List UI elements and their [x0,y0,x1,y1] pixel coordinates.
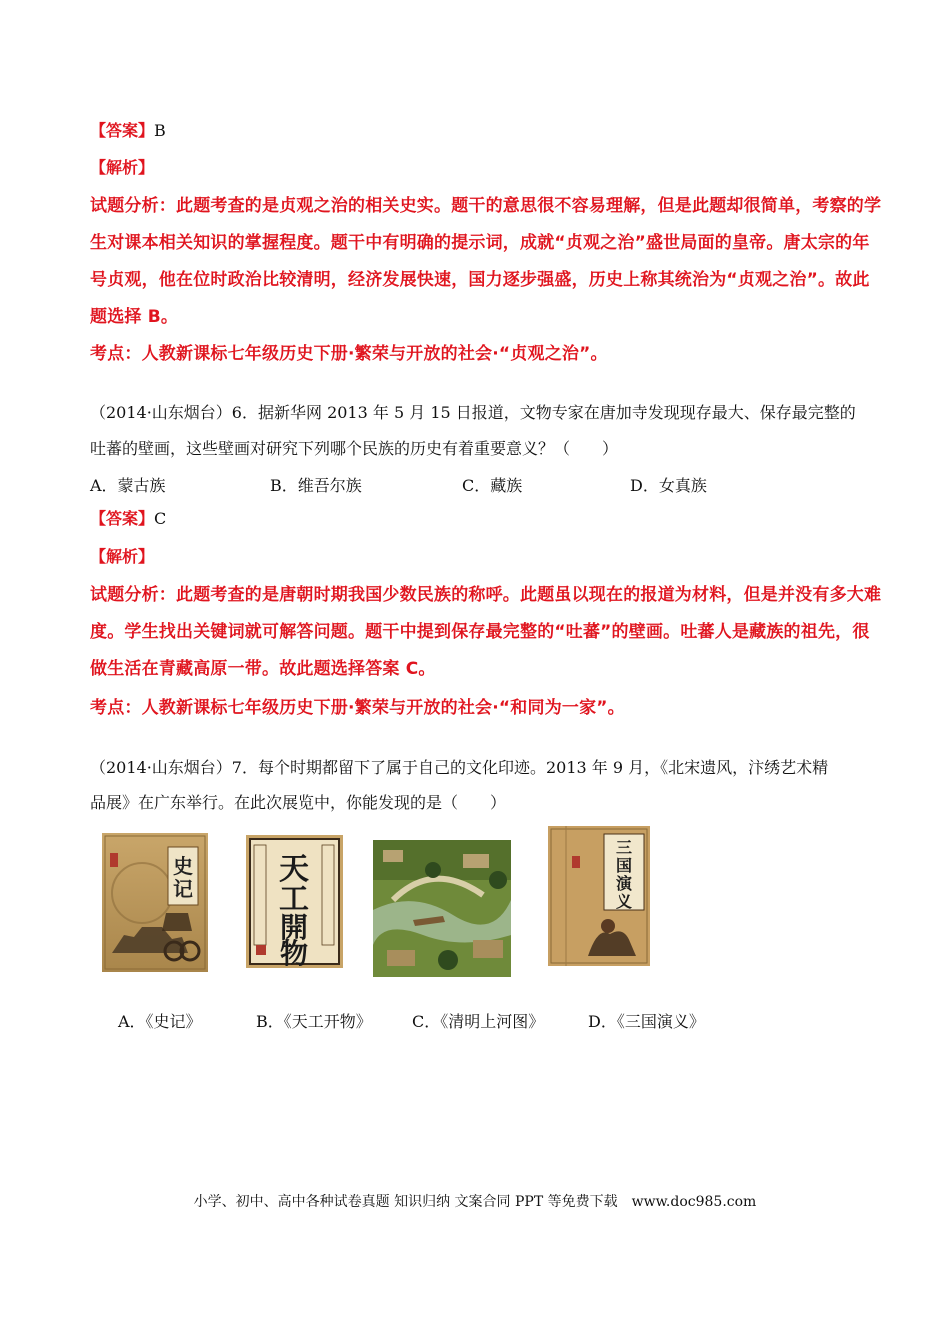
question-stem: 品展》在广东举行。在此次展览中，你能发现的是（ ） [90,793,507,812]
analysis-line: 试题分析：此题考查的是唐朝时期我国少数民族的称呼。此题虽以现在的报道为材料，但是并没有多大难 [90,585,882,605]
question-stem: 吐蕃的壁画，这些壁画对研究下列哪个民族的历史有着重要意义？（ ） [90,439,619,458]
option-d: D．女真族 [630,476,707,495]
book-title-char: 開 [279,911,309,944]
painting-qingming-image [373,840,511,977]
book-title-char: 义 [615,892,633,911]
option-a: A．蒙古族 [90,476,166,495]
page-footer: 小学、初中、高中各种试卷真题 知识归纳 文案合同 PPT 等免费下载 www.doc985.com [193,1194,757,1210]
analysis-line: 生对课本相关知识的掌握程度。题干中有明确的提示词，成就“贞观之治”盛世局面的皇帝。唐太宗的年 [90,233,870,253]
book-cover-shiji-image [102,833,208,972]
painting-qingming-icon [373,840,511,977]
book-cover-tiangong-image [246,835,343,968]
answer-line [90,508,166,530]
analysis-tag: 【解析】 [90,158,155,177]
option-c: C．藏族 [462,476,523,495]
option-b: B．《天工开物》 [256,1012,372,1031]
answer-tag: 【答案】 [90,121,155,140]
kaodian-line: 考点：人教新课标七年级历史下册·繁荣与开放的社会·“和同为一家”。 [90,698,625,718]
book-title-char: 史 [173,854,193,878]
option-a: A．《史记》 [118,1012,202,1031]
analysis-line: 做生活在青藏高原一带。故此题选择答案 C。 [90,659,436,679]
answer-value: C [154,509,167,528]
answer-value: B [154,121,166,140]
question-stem: （2014·山东烟台）6．据新华网 2013 年 5 月 15 日报道，文物专家在唐加寺发现现存最大、保存最完整的 [90,403,856,422]
book-title-char: 演 [615,874,633,893]
answer-tag: 【答案】 [90,509,155,528]
book-title-char: 国 [615,856,633,875]
book-title-char: 物 [279,937,309,968]
analysis-tag: 【解析】 [90,547,155,566]
option-d: D．《三国演义》 [588,1012,705,1031]
option-b: B．维吾尔族 [270,476,362,495]
analysis-line: 号贞观，他在位时政治比较清明，经济发展快速，国力逐步强盛，历史上称其统治为“贞观之治”。故此 [90,270,870,290]
book-cover-sanguo-icon [548,826,650,966]
analysis-line: 试题分析：此题考查的是贞观之治的相关史实。题干的意思很不容易理解，但是此题却很简单，考察的学 [90,196,882,216]
analysis-line: 题选择 B。 [90,307,179,327]
book-cover-sanguo-image [548,826,650,966]
book-title-char: 天 [279,852,309,887]
answer-line [90,120,166,142]
option-c: C．《清明上河图》 [412,1012,545,1031]
book-cover-shiji-icon [102,833,208,972]
book-title-char: 工 [279,882,309,917]
kaodian-line: 考点：人教新课标七年级历史下册·繁荣与开放的社会·“贞观之治”。 [90,344,608,364]
book-title-char: 三 [615,838,633,857]
question-stem: （2014·山东烟台）7．每个时期都留下了属于自己的文化印迹。2013 年 9 月，《北宋遗风，汴绣艺术精 [90,758,829,777]
book-title-char: 记 [173,877,193,901]
book-cover-tiangong-icon [246,835,343,968]
analysis-line: 度。学生找出关键词就可解答问题。题干中提到保存最完整的“吐蕃”的壁画。吐蕃人是藏族的祖先，很 [90,622,870,642]
